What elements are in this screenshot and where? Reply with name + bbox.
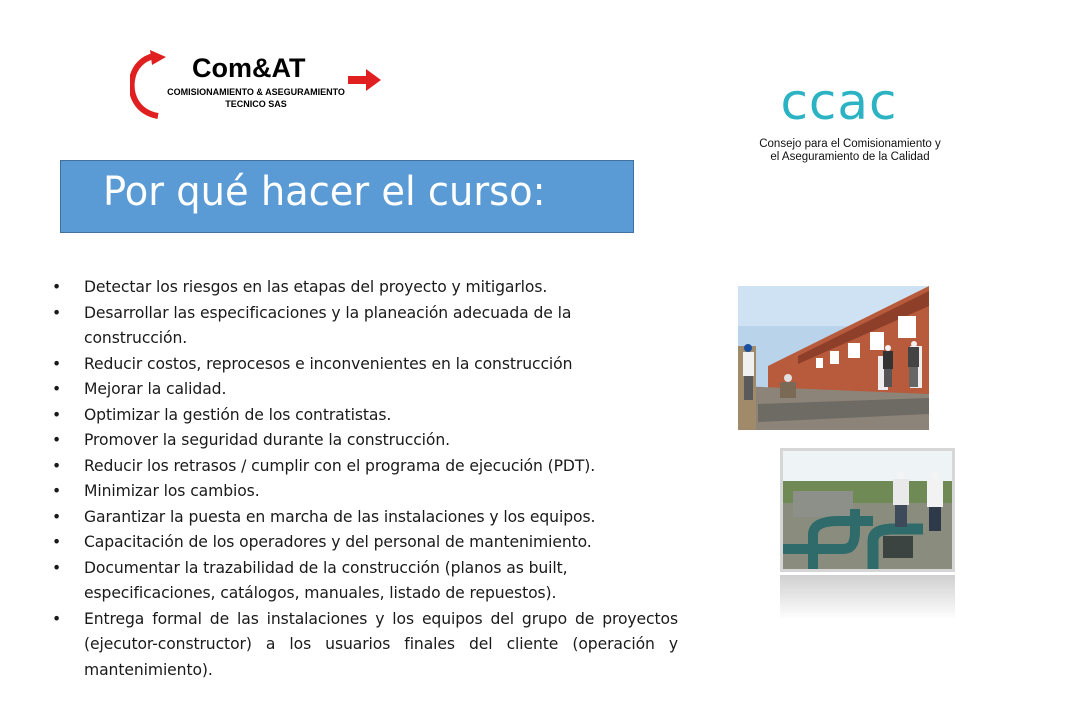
pump-station-photo (780, 448, 955, 572)
list-item-text: Detectar los riesgos en las etapas del proyecto y mitigarlos. (84, 278, 548, 296)
bullet-icon: • (52, 558, 62, 577)
list-item-text: Documentar la trazabilidad de la construcción (planos as built, especificaciones, catálogos, manuales, listado de repuestos). (84, 558, 568, 602)
list-item-text: Minimizar los cambios. (84, 482, 260, 500)
ccac-logo (740, 72, 960, 164)
title-banner (60, 160, 634, 233)
photo-reflection (780, 575, 955, 620)
list-item-text: Entrega formal de las instalaciones y los equipos del grupo de proyectos (ejecutor-constructor) a los usuarios finales del cliente (operación y mantenimiento). (84, 609, 678, 679)
list-item (50, 556, 678, 607)
list-item-text: Desarrollar las especificaciones y la planeación adecuada de la construcción. (84, 303, 572, 347)
list-item (50, 479, 678, 505)
list-item-text: Capacitación de los operadores y del personal de mantenimiento. (84, 533, 592, 551)
ccac-subtitle-line1: Consejo para el Comisionamiento y (759, 138, 941, 150)
construction-site-illustration (738, 286, 929, 430)
bullet-icon: • (52, 431, 62, 449)
list-item-text: Garantizar la puesta en marcha de las instalaciones y los equipos. (84, 507, 596, 526)
list-item (50, 607, 678, 684)
bullet-icon: • (52, 303, 62, 322)
bullet-icon: • (52, 533, 62, 551)
comat-subtitle-line1: COMISIONAMIENTO & ASEGURAMIENTO (167, 87, 345, 97)
ccac-subtitle-line2: el Aseguramiento de la Calidad (770, 151, 930, 163)
list-item-text: Promover la seguridad durante la construcción. (84, 431, 450, 449)
comat-subtitle-line2: TECNICO SAS (225, 99, 287, 109)
comat-logo (130, 50, 390, 120)
comat-subtitle (156, 86, 356, 110)
comat-name: Com&AT (192, 53, 306, 83)
bullet-icon: • (52, 405, 62, 424)
bullet-icon: • (52, 609, 62, 628)
ccac-subtitle (740, 138, 960, 164)
bullet-icon: • (52, 456, 62, 475)
bullet-icon: • (52, 507, 62, 526)
reasons-list (50, 275, 678, 683)
list-item (50, 352, 678, 378)
slide-title: Por qué hacer el curso: (103, 169, 546, 215)
list-item (50, 301, 678, 352)
list-item-text: Reducir los retrasos / cumplir con el programa de ejecución (PDT). (84, 456, 596, 475)
list-item (50, 505, 678, 531)
list-item (50, 275, 678, 301)
list-item-text: Mejorar la calidad. (84, 380, 227, 398)
construction-site-photo (738, 286, 929, 430)
list-item (50, 403, 678, 429)
list-item-text: Optimizar la gestión de los contratistas. (84, 405, 392, 424)
bullet-icon: • (52, 278, 62, 296)
ccac-name: ccac (780, 73, 898, 131)
list-item (50, 428, 678, 454)
list-item (50, 454, 678, 480)
pump-station-illustration (783, 451, 952, 569)
list-item (50, 530, 678, 556)
bullet-icon: • (52, 380, 62, 398)
red-right-arrow-icon (348, 69, 382, 91)
list-item-text: Reducir costos, reprocesos e inconvenientes en la construcción (84, 354, 573, 373)
bullet-icon: • (52, 354, 62, 373)
bullet-icon: • (52, 482, 62, 500)
list-item (50, 377, 678, 403)
